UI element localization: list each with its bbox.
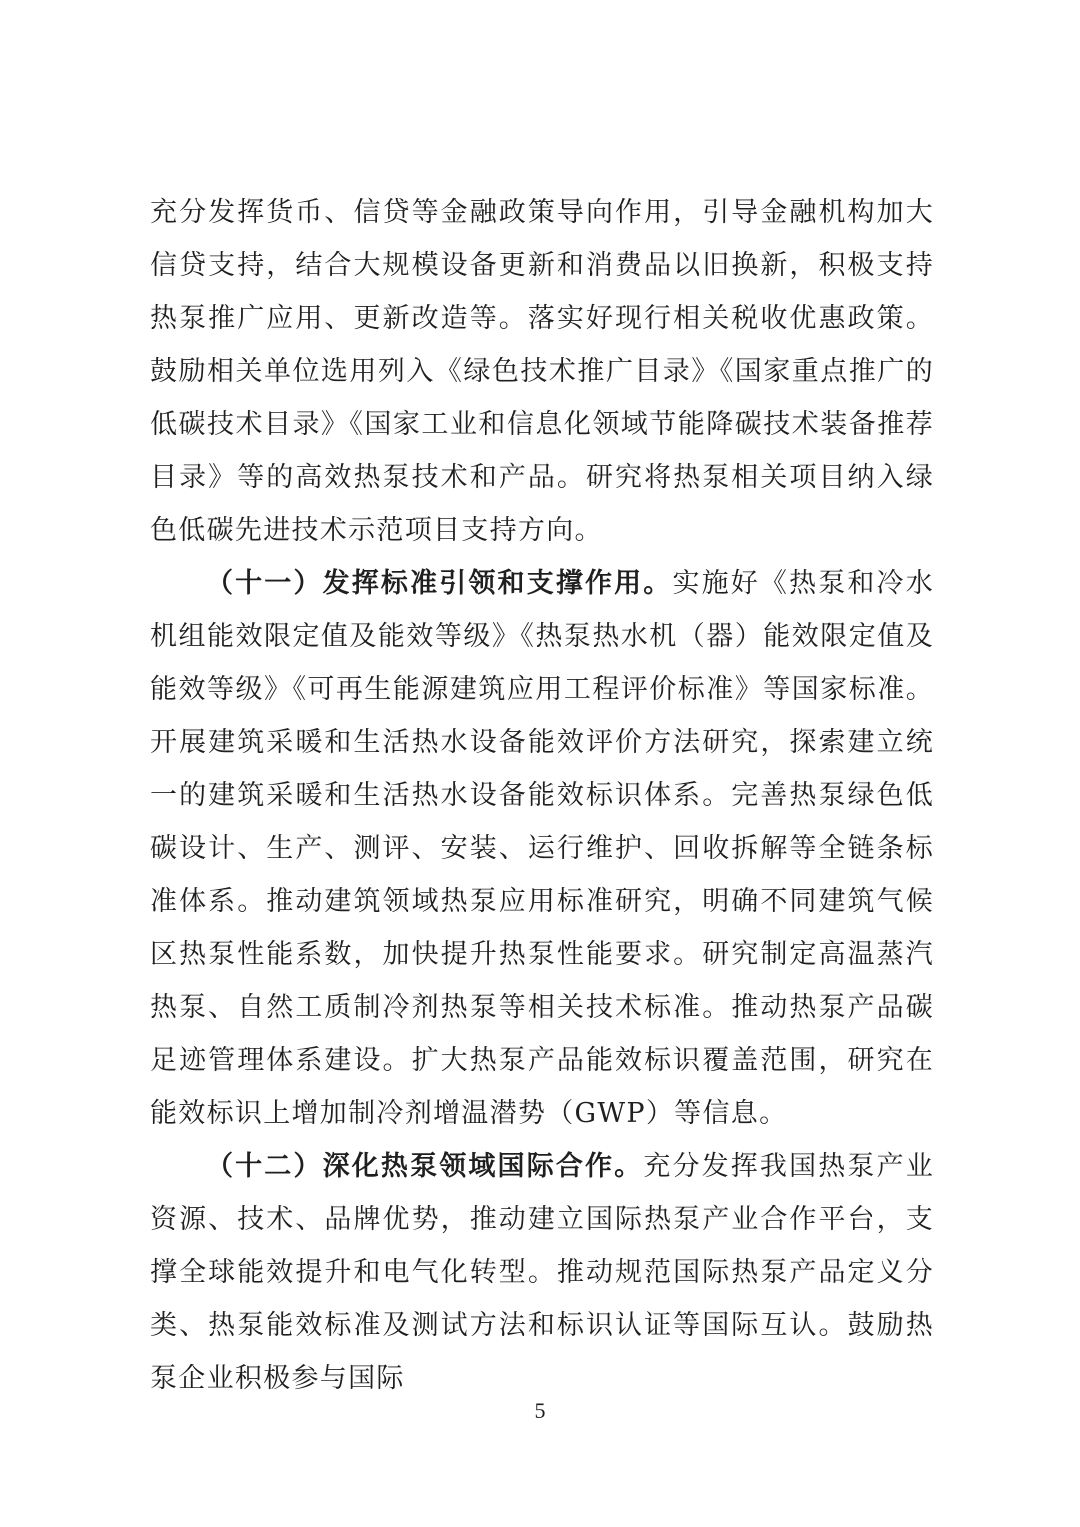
section-heading-11: （十一）发挥标准引领和支撑作用。 bbox=[206, 568, 673, 599]
paragraph-finance-support bbox=[150, 186, 934, 557]
paragraph-text: 实施好《热泵和冷水机组能效限定值及能效等级》《热泵热水机（器）能效限定值及能效等级》《可再生能源建筑应用工程评价标准》等国家标准。开展建筑采暖和生活热水设备能效评价方法研究，探索建立统一的建筑采暖和生活热水设备能效标识体系。完善热泵绿色低碳设计、生产、测评、安装、运行维护、回收拆解等全链条标准体系。推动建筑领域热泵应用标准研究，明确不同建筑气候区热泵性能系数，加快提升热泵性能要求。研究制定高温蒸汽热泵、自然工质制冷剂热泵等相关技术标准。推动热泵产品碳足迹管理体系建设。扩大热泵产品能效标识覆盖范围，研究在能效标识上增加制冷剂增温潜势（GWP）等信息。 bbox=[150, 568, 934, 1129]
paragraph-standards bbox=[150, 557, 934, 1140]
paragraph-text: 充分发挥我国热泵产业资源、技术、品牌优势，推动建立国际热泵产业合作平台，支撑全球能效提升和电气化转型。推动规范国际热泵产品定义分类、热泵能效标准及测试方法和标识认证等国际互认。鼓励热泵企业积极参与国际 bbox=[150, 1151, 934, 1394]
paragraph-international-cooperation bbox=[150, 1140, 934, 1405]
body-text bbox=[150, 186, 934, 1405]
page-number: 5 bbox=[534, 1398, 546, 1423]
paragraph-text: 充分发挥货币、信贷等金融政策导向作用，引导金融机构加大信贷支持，结合大规模设备更新和消费品以旧换新，积极支持热泵推广应用、更新改造等。落实好现行相关税收优惠政策。鼓励相关单位选用列入《绿色技术推广目录》《国家重点推广的低碳技术目录》《国家工业和信息化领域节能降碳技术装备推荐目录》等的高效热泵技术和产品。研究将热泵相关项目纳入绿色低碳先进技术示范项目支持方向。 bbox=[150, 197, 934, 546]
section-heading-12: （十二）深化热泵领域国际合作。 bbox=[206, 1151, 644, 1182]
